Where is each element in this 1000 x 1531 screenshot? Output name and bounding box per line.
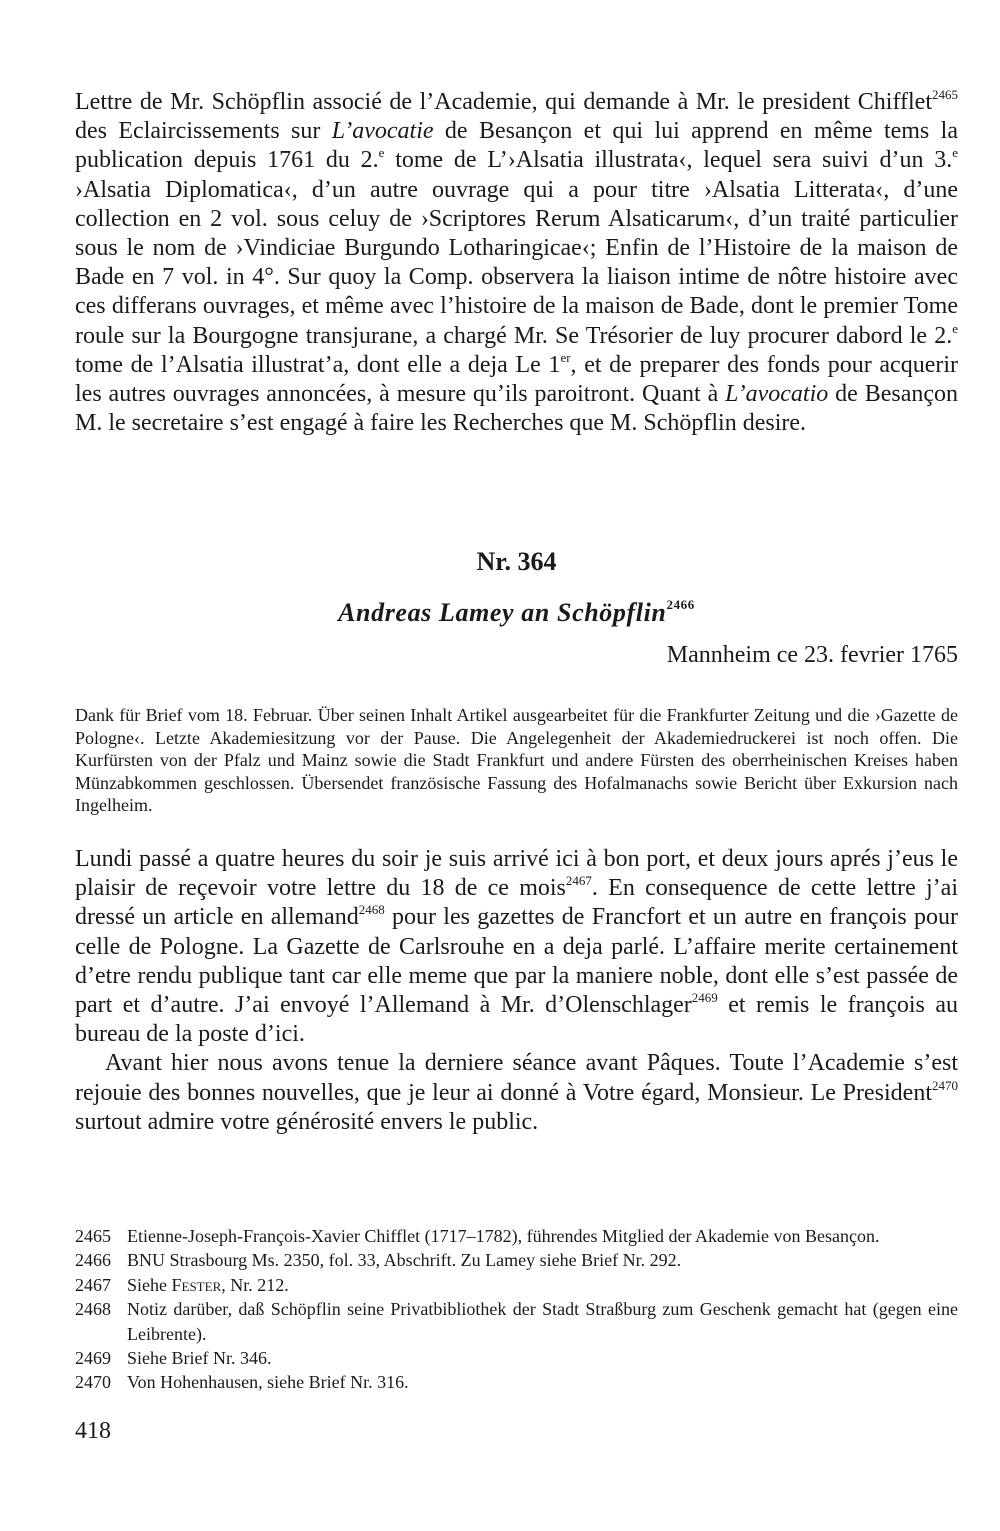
footnote-text: Etienne-Joseph-François-Xavier Chifflet (1717–1782), führendes Mitglied der Akademie von Besançon.: [127, 1226, 880, 1246]
footnote: [75, 1297, 958, 1346]
protocol-paragraph: [75, 88, 958, 438]
footnote-number: 2467: [75, 1274, 111, 1295]
footnote-ref: 2469: [691, 990, 718, 1006]
footnote-number: 2469: [75, 1348, 111, 1369]
footnote: [75, 1273, 958, 1297]
footnote-ref: 2468: [358, 902, 385, 918]
letter-number: Nr. 364: [476, 547, 557, 576]
footnote-number: 2465: [75, 1226, 111, 1246]
letter-body: [75, 845, 958, 1137]
letter-summary: Dank für Brief vom 18. Februar. Über seinen Inhalt Artikel ausgearbeitet für die Frankfurter Zeitung und die ›Gazette de Pologne‹. Letzte Akademiesitzung vor der Pause. Die Angelegenheit der Akademiedruckerei ist noch offen. Die Kurfürsten von der Pfalz und Mainz sowie die Stadt Frankfurt und andere Fürsten des oberrheinischen Kreises haben Münzabkommen geschlossen. Übersendet französische Fassung des Hofalmanachs sowie Bericht über Exkursion nach Ingelheim.: [75, 705, 958, 816]
protocol-text: Lettre de Mr. Schöpflin associé de l’Academie, qui demande à Mr. le president Chifflet$^{2465}$ des Eclaircissements sur L’avocatie de Besançon et qui lui apprend en même tems la publication depuis 1761 du 2.$^e$ tome de L’›Alsatia illustrata‹, lequel sera suivi d’un 3.$^e$ ›Alsatia Diplomatica‹, d’un autre ouvrage qui a pour titre ›Alsatia Litterata‹, d’une collection en 2 vol. sous celuy de ›Scriptores Rerum Alsaticarum‹, d’un traité particulier sous le nom de ›Vindiciae Burgundo Lotharingicae‹; Enfin de l’Histoire de la maison de Bade en 7 vol. in 4°. Sur quoy la Comp. observera la liaison intime de nôtre histoire avec ces differans ouvrages, et même avec l’histoire de la maison de Bade, dont le premier Tome roule sur la Bourgogne transjurane, a chargé Mr. Se Trésorier de luy procurer dabord le 2.$^e$ tome de l’Alsatia illustrat’a, dont elle a deja Le 1er, et de preparer des fonds pour acquerir les autres ouvrages annoncées, à mesure qu’ils paroitront. Quant à L’avocatio de Besançon M. le secretaire s’est engagé à faire les Recherches que M. Schöpflin desire.: [75, 87, 958, 437]
footnote-number: 2468: [75, 1299, 111, 1320]
footnote-text: Siehe Brief Nr. 346.: [127, 1348, 272, 1369]
letter-title: Andreas Lamey an Schöpflin$^{2466}$: [338, 597, 695, 627]
footnote-number: 2466: [75, 1250, 111, 1271]
footnote: [75, 1224, 958, 1248]
footnote: [75, 1248, 958, 1272]
footnote-text: BNU Strasbourg Ms. 2350, fol. 33, Abschrift. Zu Lamey siehe Brief Nr. 292.: [127, 1250, 682, 1271]
footnote-ref: 2465: [932, 87, 958, 102]
footnote-text: Notiz darüber, daß Schöpflin seine Privatbibliothek der Stadt Straßburg zum Geschenk gemacht hat (gegen eine Leibrente).: [127, 1299, 958, 1344]
footnote-number: 2470: [75, 1372, 111, 1393]
footnote-text: Von Hohenhausen, siehe Brief Nr. 316.: [127, 1372, 409, 1393]
footnote-ref: 2466: [666, 597, 695, 612]
footnotes: [75, 1224, 958, 1395]
footnote: [75, 1346, 958, 1370]
footnote-ref: 2467: [565, 873, 592, 889]
footnote-text: Siehe Fester, Nr. 212.: [127, 1274, 289, 1295]
letter-paragraph: Lundi passé a quatre heures du soir je suis arrivé ici à bon port, et deux jours aprés j’eus le plaisir de reçevoir votre lettre du 18 de ce mois$^{2467}$. En consequence de cette lettre j’ai dressé un article en allemand$^{2468}$ pour les gazettes de Francfort et un autre en françois pour celle de Pologne. La Gazette de Carlsrouhe en a deja parlé. L’affaire merite certainement d’etre rendu publique tant car elle meme que par la maniere noble, dont elle s’est passée de part et d’autre. J’ai envoyé l’Allemand à Mr. d’Olenschlager$^{2469}$ et remis le françois au bureau de la poste d’ici.: [75, 846, 959, 1048]
footnote: [75, 1370, 958, 1394]
footnote-ref: 2470: [932, 1077, 958, 1093]
page-number: 418: [75, 1418, 111, 1444]
letter-place-date: Mannheim ce 23. fevrier 1765: [666, 642, 958, 668]
letter-paragraph: Avant hier nous avons tenue la derniere séance avant Pâques. Toute l’Academie s’est rejouie des bonnes nouvelles, que je leur ai donné à Votre égard, Monsieur. Le President$^{2470}$ surtout admire votre générosité envers le public.: [75, 1050, 958, 1135]
